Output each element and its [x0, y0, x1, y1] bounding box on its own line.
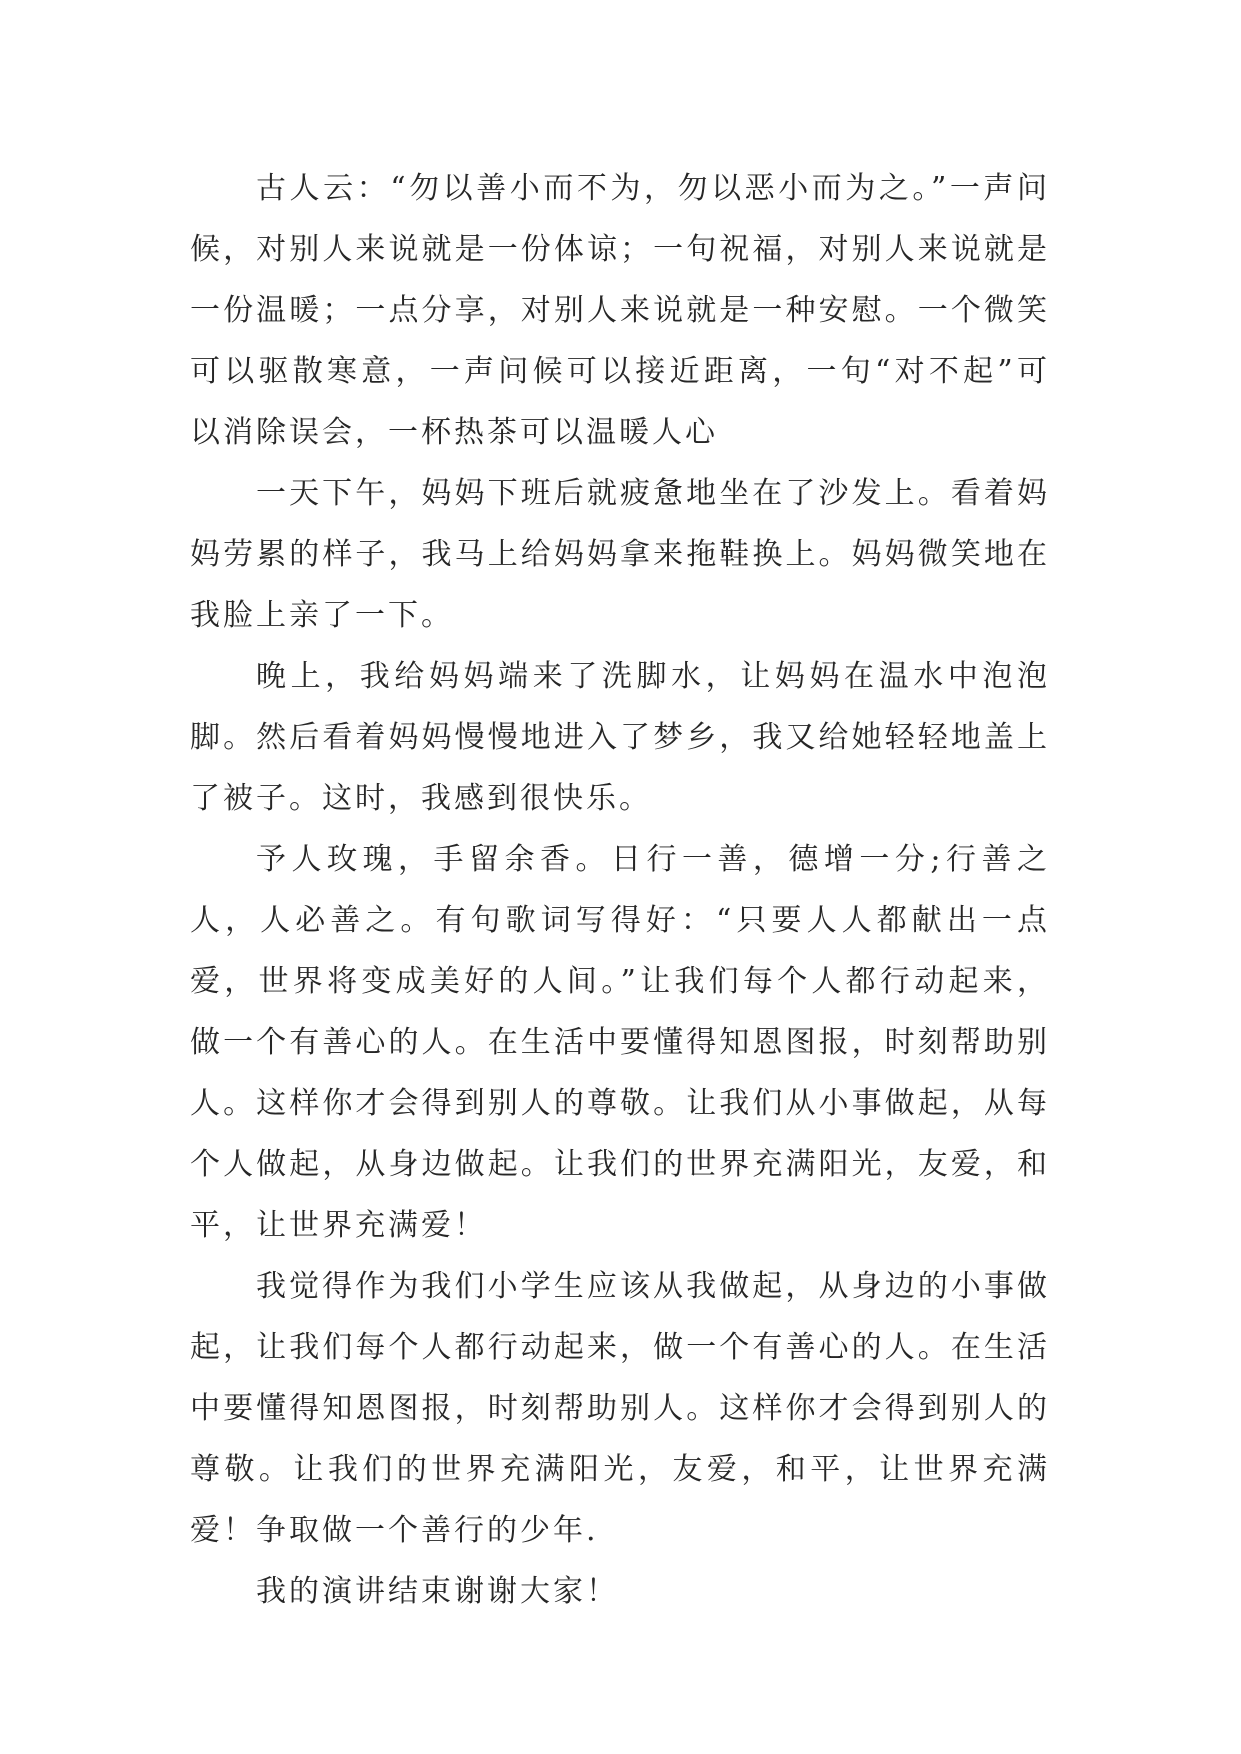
paragraph-roses: 予人玫瑰，手留余香。日行一善，德增一分;行善之人，人必善之。有句歌词写得好：“只要人人都献出一点爱，世界将变成美好的人间。”让我们每个人都行动起来，做一个有善心的人。在生活中要懂得知恩图报，时刻帮助别人。这样你才会得到别人的尊敬。让我们从小事做起，从每个人做起，从身边做起。让我们的世界充满阳光，友爱，和平，让世界充满爱！: [190, 842, 1050, 1243]
document-body: [190, 158, 1050, 1622]
paragraph-afternoon: 一天下午，妈妈下班后就疲惫地坐在了沙发上。看着妈妈劳累的样子，我马上给妈妈拿来拖鞋换上。妈妈微笑地在我脸上亲了一下。: [190, 476, 1050, 633]
paragraph-ancient-saying: 古人云：“勿以善小而不为，勿以恶小而为之。”一声问候，对别人来说就是一份体谅；一句祝福，对别人来说就是一份温暖；一点分享，对别人来说就是一种安慰。一个微笑可以驱散寒意，一声问候可以接近距离，一句“对不起”可以消除误会，一杯热茶可以温暖人心: [190, 171, 1050, 450]
paragraph-closing: 我的演讲结束谢谢大家！: [256, 1574, 619, 1609]
paragraph-students: 我觉得作为我们小学生应该从我做起，从身边的小事做起，让我们每个人都行动起来，做一个有善心的人。在生活中要懂得知恩图报，时刻帮助别人。这样你才会得到别人的尊敬。让我们的世界充满阳光，友爱，和平，让世界充满爱！争取做一个善行的少年.: [190, 1269, 1050, 1548]
paragraph-evening: 晚上，我给妈妈端来了洗脚水，让妈妈在温水中泡泡脚。然后看着妈妈慢慢地进入了梦乡，我又给她轻轻地盖上了被子。这时，我感到很快乐。: [190, 659, 1050, 816]
